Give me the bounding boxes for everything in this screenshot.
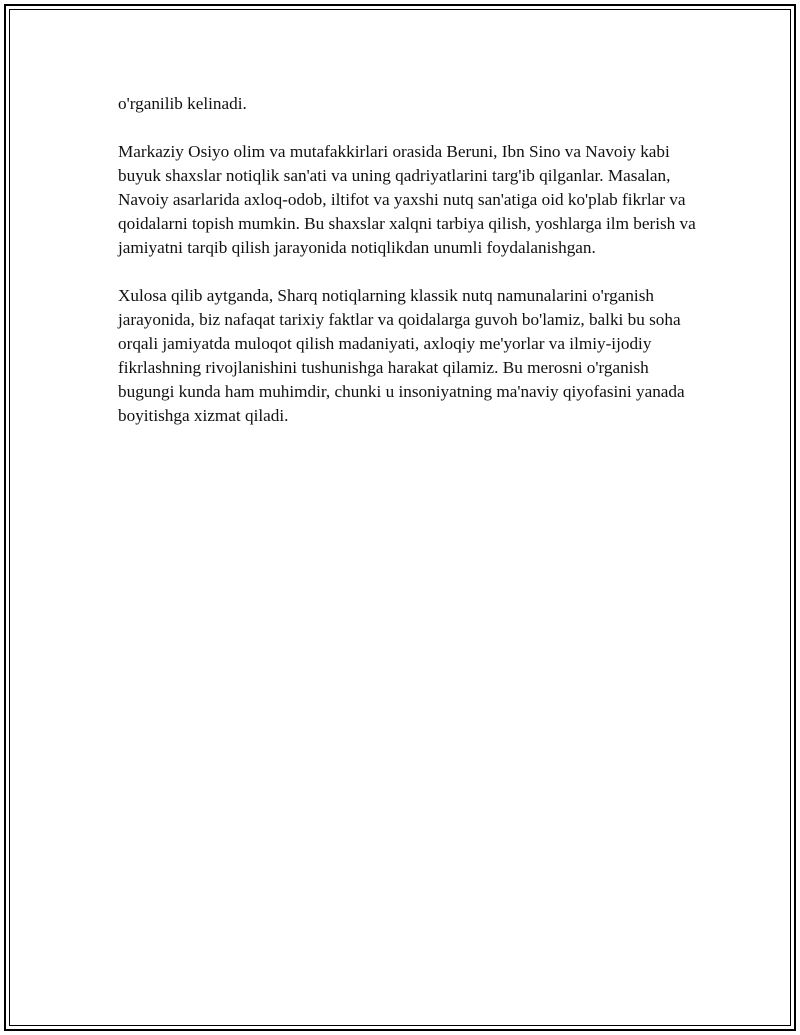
paragraph-central-asian-scholars: Markaziy Osiyo olim va mutafakkirlari orasida Beruni, Ibn Sino va Navoiy kabi buyuk shaxslar notiqlik san'ati va uning qadriyatlarini targ'ib qilganlar. Masalan, Navoiy asarlarida axloq-odob, iltifot va yaxshi nutq san'atiga oid ko'plab fikrlar va qoidalarni topish mumkin. Bu shaxslar xalqni tarbiya qilish, yoshlarga ilm berish va jamiyatni tarqib qilish jarayonida notiqlikdan unumli foydalanishgan. [118,142,696,257]
document-body [118,92,698,452]
paragraph-conclusion: Xulosa qilib aytganda, Sharq notiqlarning klassik nutq namunalarini o'rganish jarayonida, biz nafaqat tarixiy faktlar va qoidalarga guvoh bo'lamiz, balki bu soha orqali jamiyatda muloqot qilish madaniyati, axloqiy me'yorlar va ilmiy-ijodiy fikrlashning rivojlanishini tushunishga harakat qilamiz. Bu merosni o'rganish bugungi kunda ham muhimdir, chunki u insoniyatning ma'naviy qiyofasini yanada boyitishga xizmat qiladi. [118,286,685,425]
paragraph-continuation: o'rganilib kelinadi. [118,94,247,113]
